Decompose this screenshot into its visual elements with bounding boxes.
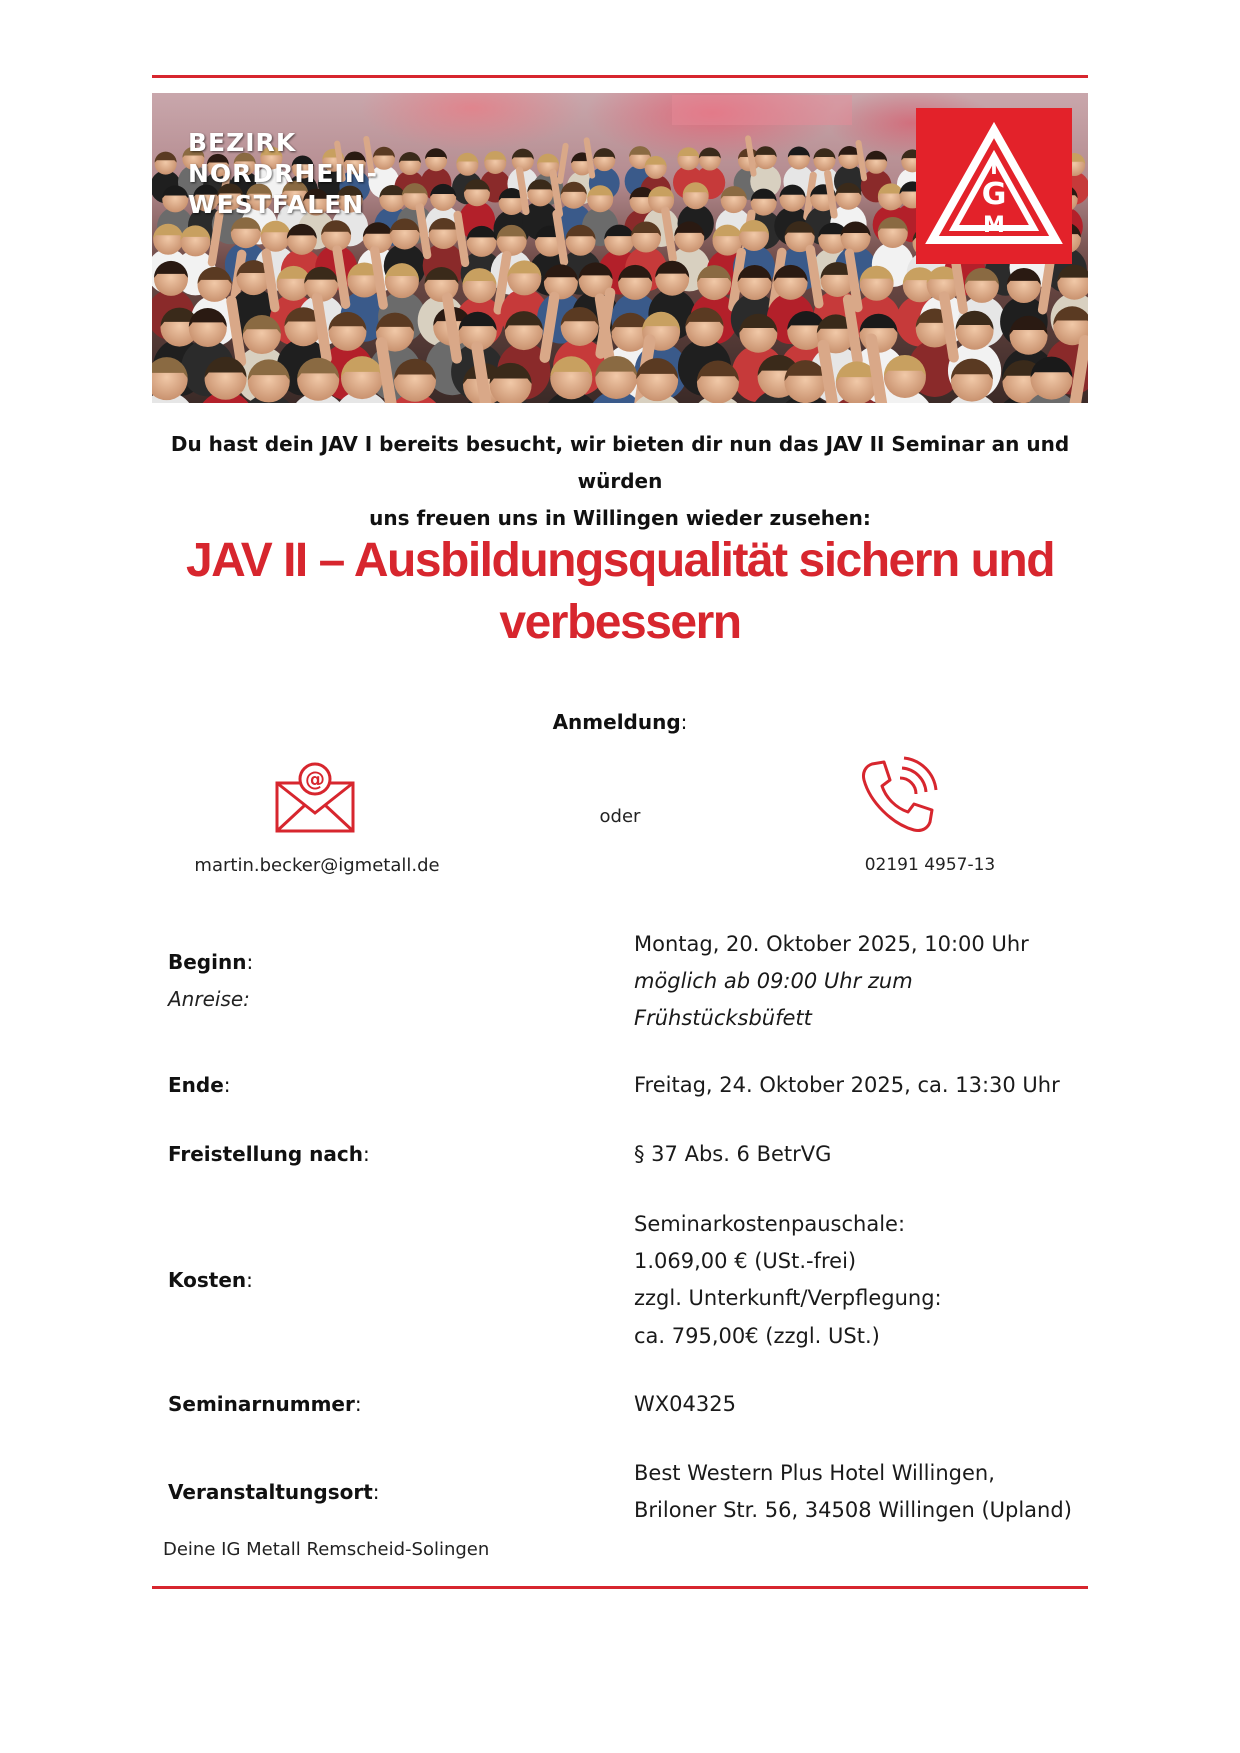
seminar-title-line-2: verbessern: [499, 596, 741, 649]
kosten-line-3: zzgl. Unterkunft/Verpflegung:: [634, 1286, 942, 1310]
phone-icon[interactable]: [858, 756, 938, 836]
beginn-value: Montag, 20. Oktober 2025, 10:00 Uhr: [634, 932, 1029, 956]
igm-logo-icon: [916, 108, 1072, 264]
intro-text: [152, 426, 1088, 537]
seminarnummer-label: Seminarnummer:: [168, 1392, 362, 1416]
header-banner-photo: [152, 93, 1088, 403]
banner-region-title: BEZIRK NORDRHEIN- WESTFALEN: [188, 128, 379, 219]
kosten-label: Kosten:: [168, 1268, 253, 1292]
veranstaltungsort-label: Veranstaltungsort:: [168, 1480, 380, 1504]
seminar-title: [152, 530, 1088, 654]
veranstaltungsort-label-text: Veranstaltungsort: [168, 1480, 373, 1504]
ende-label: Ende:: [168, 1073, 231, 1097]
beginn-label: Beginn:: [168, 950, 254, 974]
anreise-label: Anreise:: [168, 987, 250, 1011]
anreise-value-line-2: Frühstücksbüfett: [634, 1006, 812, 1030]
intro-line-2: uns freuen uns in Willingen wieder zusehen:: [369, 506, 871, 530]
registration-email[interactable]: martin.becker@igmetall.de: [194, 855, 440, 876]
top-divider: [152, 75, 1088, 78]
ende-label-text: Ende: [168, 1073, 224, 1097]
svg-text:G: G: [981, 177, 1007, 212]
svg-text:I: I: [990, 155, 998, 179]
freistellung-value: § 37 Abs. 6 BetrVG: [634, 1142, 832, 1166]
kosten-label-text: Kosten: [168, 1268, 247, 1292]
registration-heading: Anmeldung:: [552, 710, 688, 734]
svg-text:@: @: [305, 767, 325, 791]
kosten-line-4: ca. 795,00€ (zzgl. USt.): [634, 1324, 880, 1348]
crowd-person-arm: [560, 146, 566, 181]
kosten-line-1: Seminarkostenpauschale:: [634, 1212, 906, 1236]
svg-text:M: M: [983, 213, 1005, 238]
seminarnummer-label-text: Seminarnummer: [168, 1392, 355, 1416]
bottom-divider: [152, 1586, 1088, 1589]
veranstaltungsort-line-1: Best Western Plus Hotel Willingen,: [634, 1461, 995, 1485]
intro-line-1: Du hast dein JAV I bereits besucht, wir bieten dir nun das JAV II Seminar an und würden: [170, 432, 1070, 493]
freistellung-label: Freistellung nach:: [168, 1142, 370, 1166]
signature: Deine IG Metall Remscheid-Solingen: [163, 1539, 490, 1560]
email-at-icon[interactable]: [275, 761, 357, 833]
igm-logo: [916, 108, 1072, 264]
seminarnummer-value: WX04325: [634, 1392, 736, 1416]
veranstaltungsort-line-2: Briloner Str. 56, 34508 Willingen (Upland): [634, 1498, 1072, 1522]
registration-separator: oder: [599, 806, 641, 827]
kosten-line-2: 1.069,00 € (USt.-frei): [634, 1249, 857, 1273]
beginn-label-text: Beginn: [168, 950, 247, 974]
anreise-value-line-1: möglich ab 09:00 Uhr zum: [634, 969, 913, 993]
registration-phone[interactable]: 02191 4957-13: [864, 855, 996, 875]
seminar-title-line-1: JAV II – Ausbildungsqualität sichern und: [185, 534, 1055, 587]
freistellung-label-text: Freistellung nach: [168, 1142, 363, 1166]
ende-value: Freitag, 24. Oktober 2025, ca. 13:30 Uhr: [634, 1073, 1060, 1097]
registration-heading-text: Anmeldung: [552, 710, 681, 734]
